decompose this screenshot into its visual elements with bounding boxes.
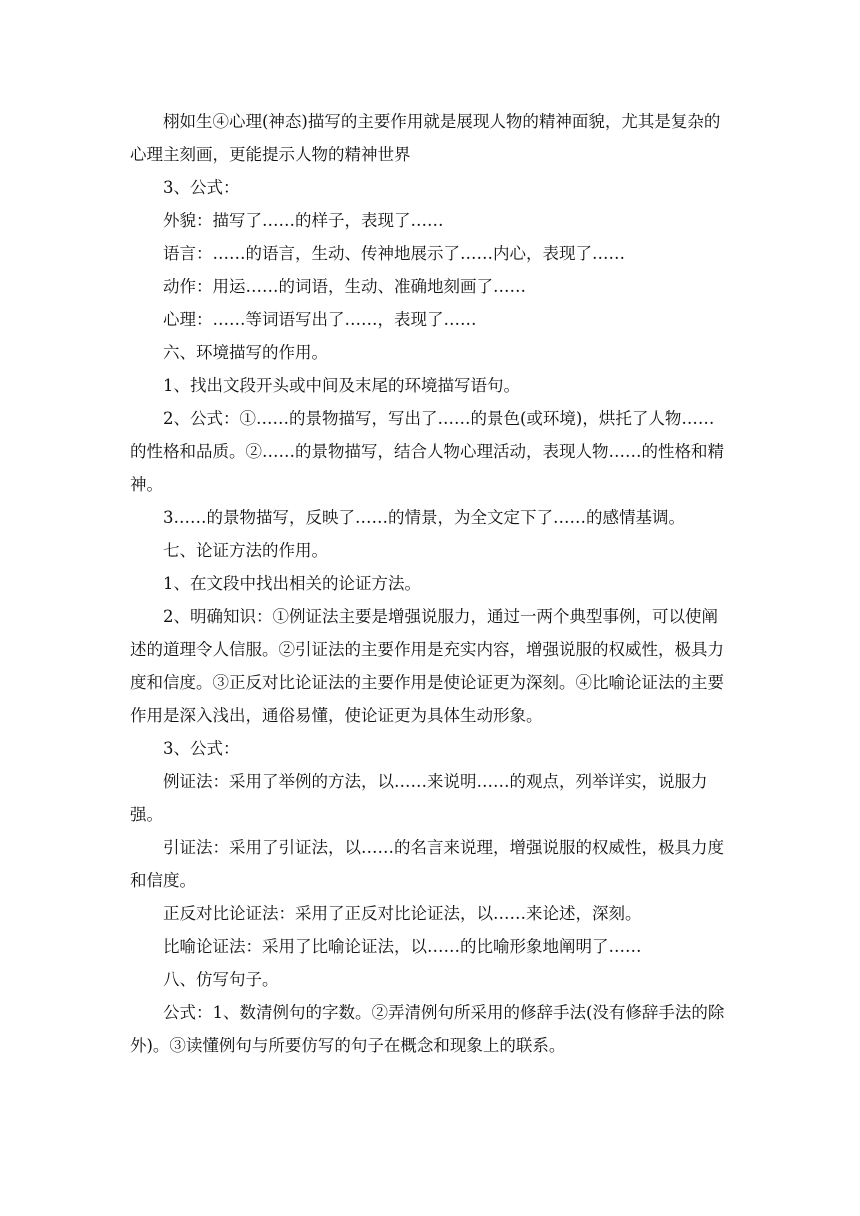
paragraph-9: 2、公式：①……的景物描写，写出了……的景色(或环境)，烘托了人物……的性格和品质。②……的景物描写，结合人物心理活动，表现人物……的性格和精神。 bbox=[130, 409, 724, 494]
paragraph-16: 引证法：采用了引证法，以……的名言来说理，增强说服的权威性，极具力度和信度。 bbox=[130, 838, 724, 890]
section-heading-6: 六、环境描写的作用。 bbox=[163, 343, 328, 362]
paragraph-5: 动作：用运……的词语，生动、准确地刻画了…… bbox=[163, 277, 526, 296]
paragraph-2: 3、公式： bbox=[163, 178, 240, 197]
paragraph-12: 1、在文段中找出相关的论证方法。 bbox=[163, 574, 421, 593]
paragraph-10: 3……的景物描写，反映了……的情景，为全文定下了……的感情基调。 bbox=[163, 508, 685, 527]
paragraph-8: 1、找出文段开头或中间及末尾的环境描写语句。 bbox=[163, 376, 520, 395]
paragraph-15: 例证法：采用了举例的方法，以……来说明……的观点，列举详实，说服力强。 bbox=[130, 772, 708, 824]
paragraph-3: 外貌：描写了……的样子，表现了…… bbox=[163, 211, 444, 230]
document-body bbox=[130, 105, 730, 1062]
section-heading-8: 八、仿写句子。 bbox=[163, 970, 279, 989]
paragraph-14: 3、公式： bbox=[163, 739, 240, 758]
paragraph-17: 正反对比论证法：采用了正反对比论证法，以……来论述，深刻。 bbox=[163, 904, 642, 923]
paragraph-6: 心理：……等词语写出了……，表现了…… bbox=[163, 310, 477, 329]
section-heading-7: 七、论证方法的作用。 bbox=[163, 541, 328, 560]
paragraph-18: 比喻论证法：采用了比喻论证法，以……的比喻形象地阐明了…… bbox=[163, 937, 642, 956]
paragraph-13: 2、明确知识：①例证法主要是增强说服力，通过一两个典型事例，可以使阐述的道理令人信服。②引证法的主要作用是充实内容，增强说服的权威性，极具力度和信度。③正反对比论证法的主要作用是使论证更为深刻。④比喻论证法的主要作用是深入浅出，通俗易懂，使论证更为具体生动形象。 bbox=[130, 607, 724, 725]
paragraph-20: 公式：1、数清例句的字数。②弄清例句所采用的修辞手法(没有修辞手法的除外)。③读懂例句与所要仿写的句子在概念和现象上的联系。 bbox=[130, 1003, 725, 1055]
paragraph-4: 语言：……的语言，生动、传神地展示了……内心，表现了…… bbox=[163, 244, 625, 263]
paragraph-1: 栩如生④心理(神态)描写的主要作用就是展现人物的精神面貌，尤其是复杂的心理主刻画，更能提示人物的精神世界 bbox=[130, 112, 721, 164]
